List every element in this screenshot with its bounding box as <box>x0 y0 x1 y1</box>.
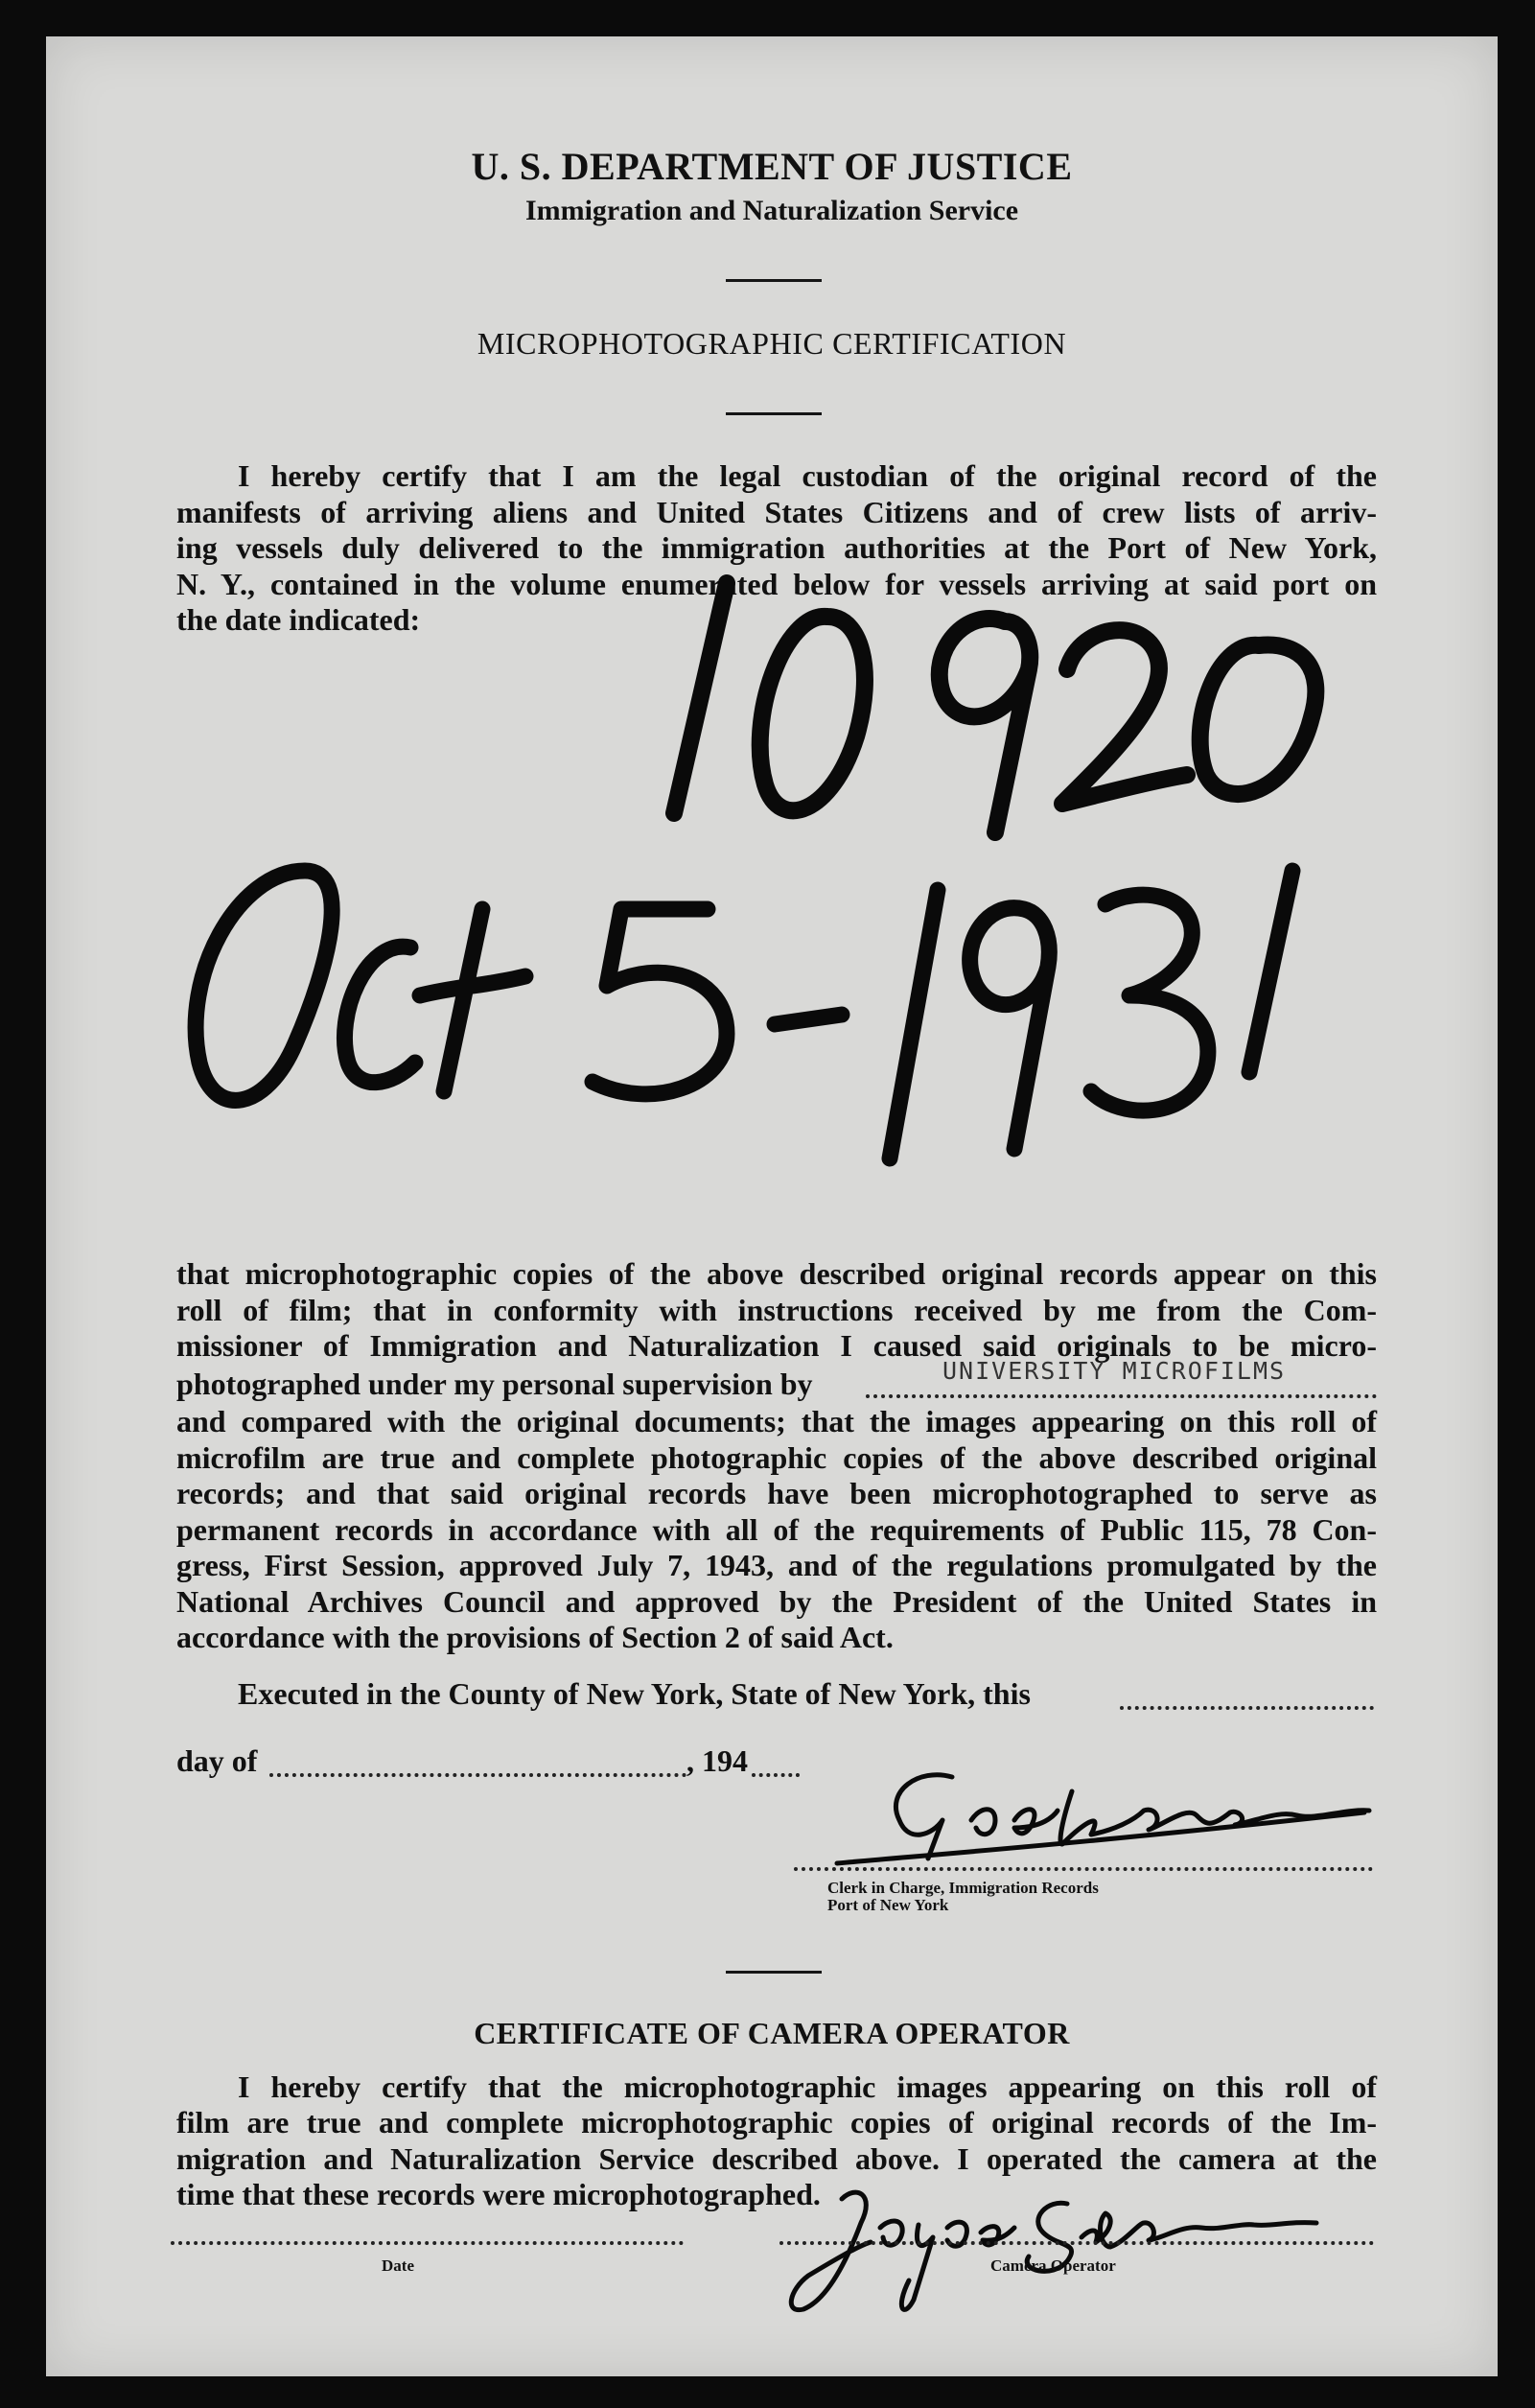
divider <box>726 279 822 282</box>
service-subheading: Immigration and Naturalization Service <box>524 195 1019 226</box>
operator-line: migration and Naturalization Service described above. I operated the camera at the <box>176 2141 1377 2176</box>
clerk-title-line2: Port of New York <box>827 1896 949 1914</box>
body-line: permanent records in accordance with all of the requirements of Public 115, 78 Con- <box>176 1512 1377 1547</box>
body-line: and compared with the original documents; that the images appearing on this roll of <box>176 1404 1377 1438</box>
clerk-signature <box>827 1753 1403 1878</box>
executed-day-dotted-line <box>1120 1706 1374 1710</box>
body-line: accordance with the provisions of Section 2 of said Act. <box>176 1620 894 1654</box>
divider <box>726 412 822 415</box>
camera-operator-title: CERTIFICATE OF CAMERA OPERATOR <box>474 2016 1070 2050</box>
body-line: gress, First Session, approved July 7, 1943, and of the regulations promulgated by the <box>176 1548 1377 1582</box>
executed-text: Executed in the County of New York, State of New York, this <box>238 1676 1031 1711</box>
date-dotted-line <box>171 2241 684 2245</box>
day-of-dotted-line <box>269 1773 686 1777</box>
intro-line: manifests of arriving aliens and United States Citizens and of crew lists of arriv- <box>176 495 1377 529</box>
operator-signature-dotted-line <box>779 2241 1374 2245</box>
body-line: National Archives Council and approved by the President of the United States in <box>176 1584 1377 1619</box>
year-dotted-line <box>752 1773 800 1777</box>
operator-line: film are true and complete microphotographic copies of original records of the Im- <box>176 2105 1377 2139</box>
operator-line: time that these records were microphotographed. <box>176 2177 821 2211</box>
date-label: Date <box>382 2256 414 2275</box>
certificate-sheet <box>46 36 1498 2376</box>
camera-operator-signature <box>751 2165 1345 2328</box>
supervisor-dotted-line <box>866 1394 1377 1398</box>
divider <box>726 1971 822 1974</box>
body-line: that microphotographic copies of the above described original records appear on this <box>176 1256 1377 1291</box>
camera-operator-label: Camera Operator <box>990 2256 1116 2275</box>
body-line: records; and that said original records have been microphotographed to serve as <box>176 1476 1377 1510</box>
agency-heading: U. S. DEPARTMENT OF JUSTICE <box>471 145 1073 188</box>
handwritten-volume-number <box>583 526 1369 880</box>
year-prefix: , 194 <box>686 1743 748 1778</box>
body-line: microfilm are true and complete photographic copies of the above described original <box>176 1440 1377 1475</box>
supervisor-typed-value: UNIVERSITY MICROFILMS <box>942 1357 1287 1385</box>
clerk-signature-dotted-line <box>794 1867 1373 1871</box>
clerk-title-line1: Clerk in Charge, Immigration Records <box>827 1879 1099 1897</box>
handwritten-volume-date <box>171 832 1398 1178</box>
intro-line: N. Y., contained in the volume enumerated below for vessels arriving at said port on <box>176 567 1377 601</box>
intro-line: I hereby certify that I am the legal custodian of the original record of the <box>238 458 1377 493</box>
intro-line: the date indicated: <box>176 602 421 637</box>
operator-line: I hereby certify that the microphotographic images appearing on this roll of <box>238 2069 1377 2104</box>
form-title: MICROPHOTOGRAPHIC CERTIFICATION <box>477 326 1067 361</box>
intro-line: ing vessels duly delivered to the immigration authorities at the Port of New York, <box>176 530 1377 565</box>
supervision-prefix: photographed under my personal supervision by <box>176 1367 813 1401</box>
day-of-label: day of <box>176 1743 258 1778</box>
body-line: missioner of Immigration and Naturalization I caused said originals to be micro- <box>176 1328 1377 1363</box>
body-line: roll of film; that in conformity with instructions received by me from the Com- <box>176 1293 1377 1327</box>
